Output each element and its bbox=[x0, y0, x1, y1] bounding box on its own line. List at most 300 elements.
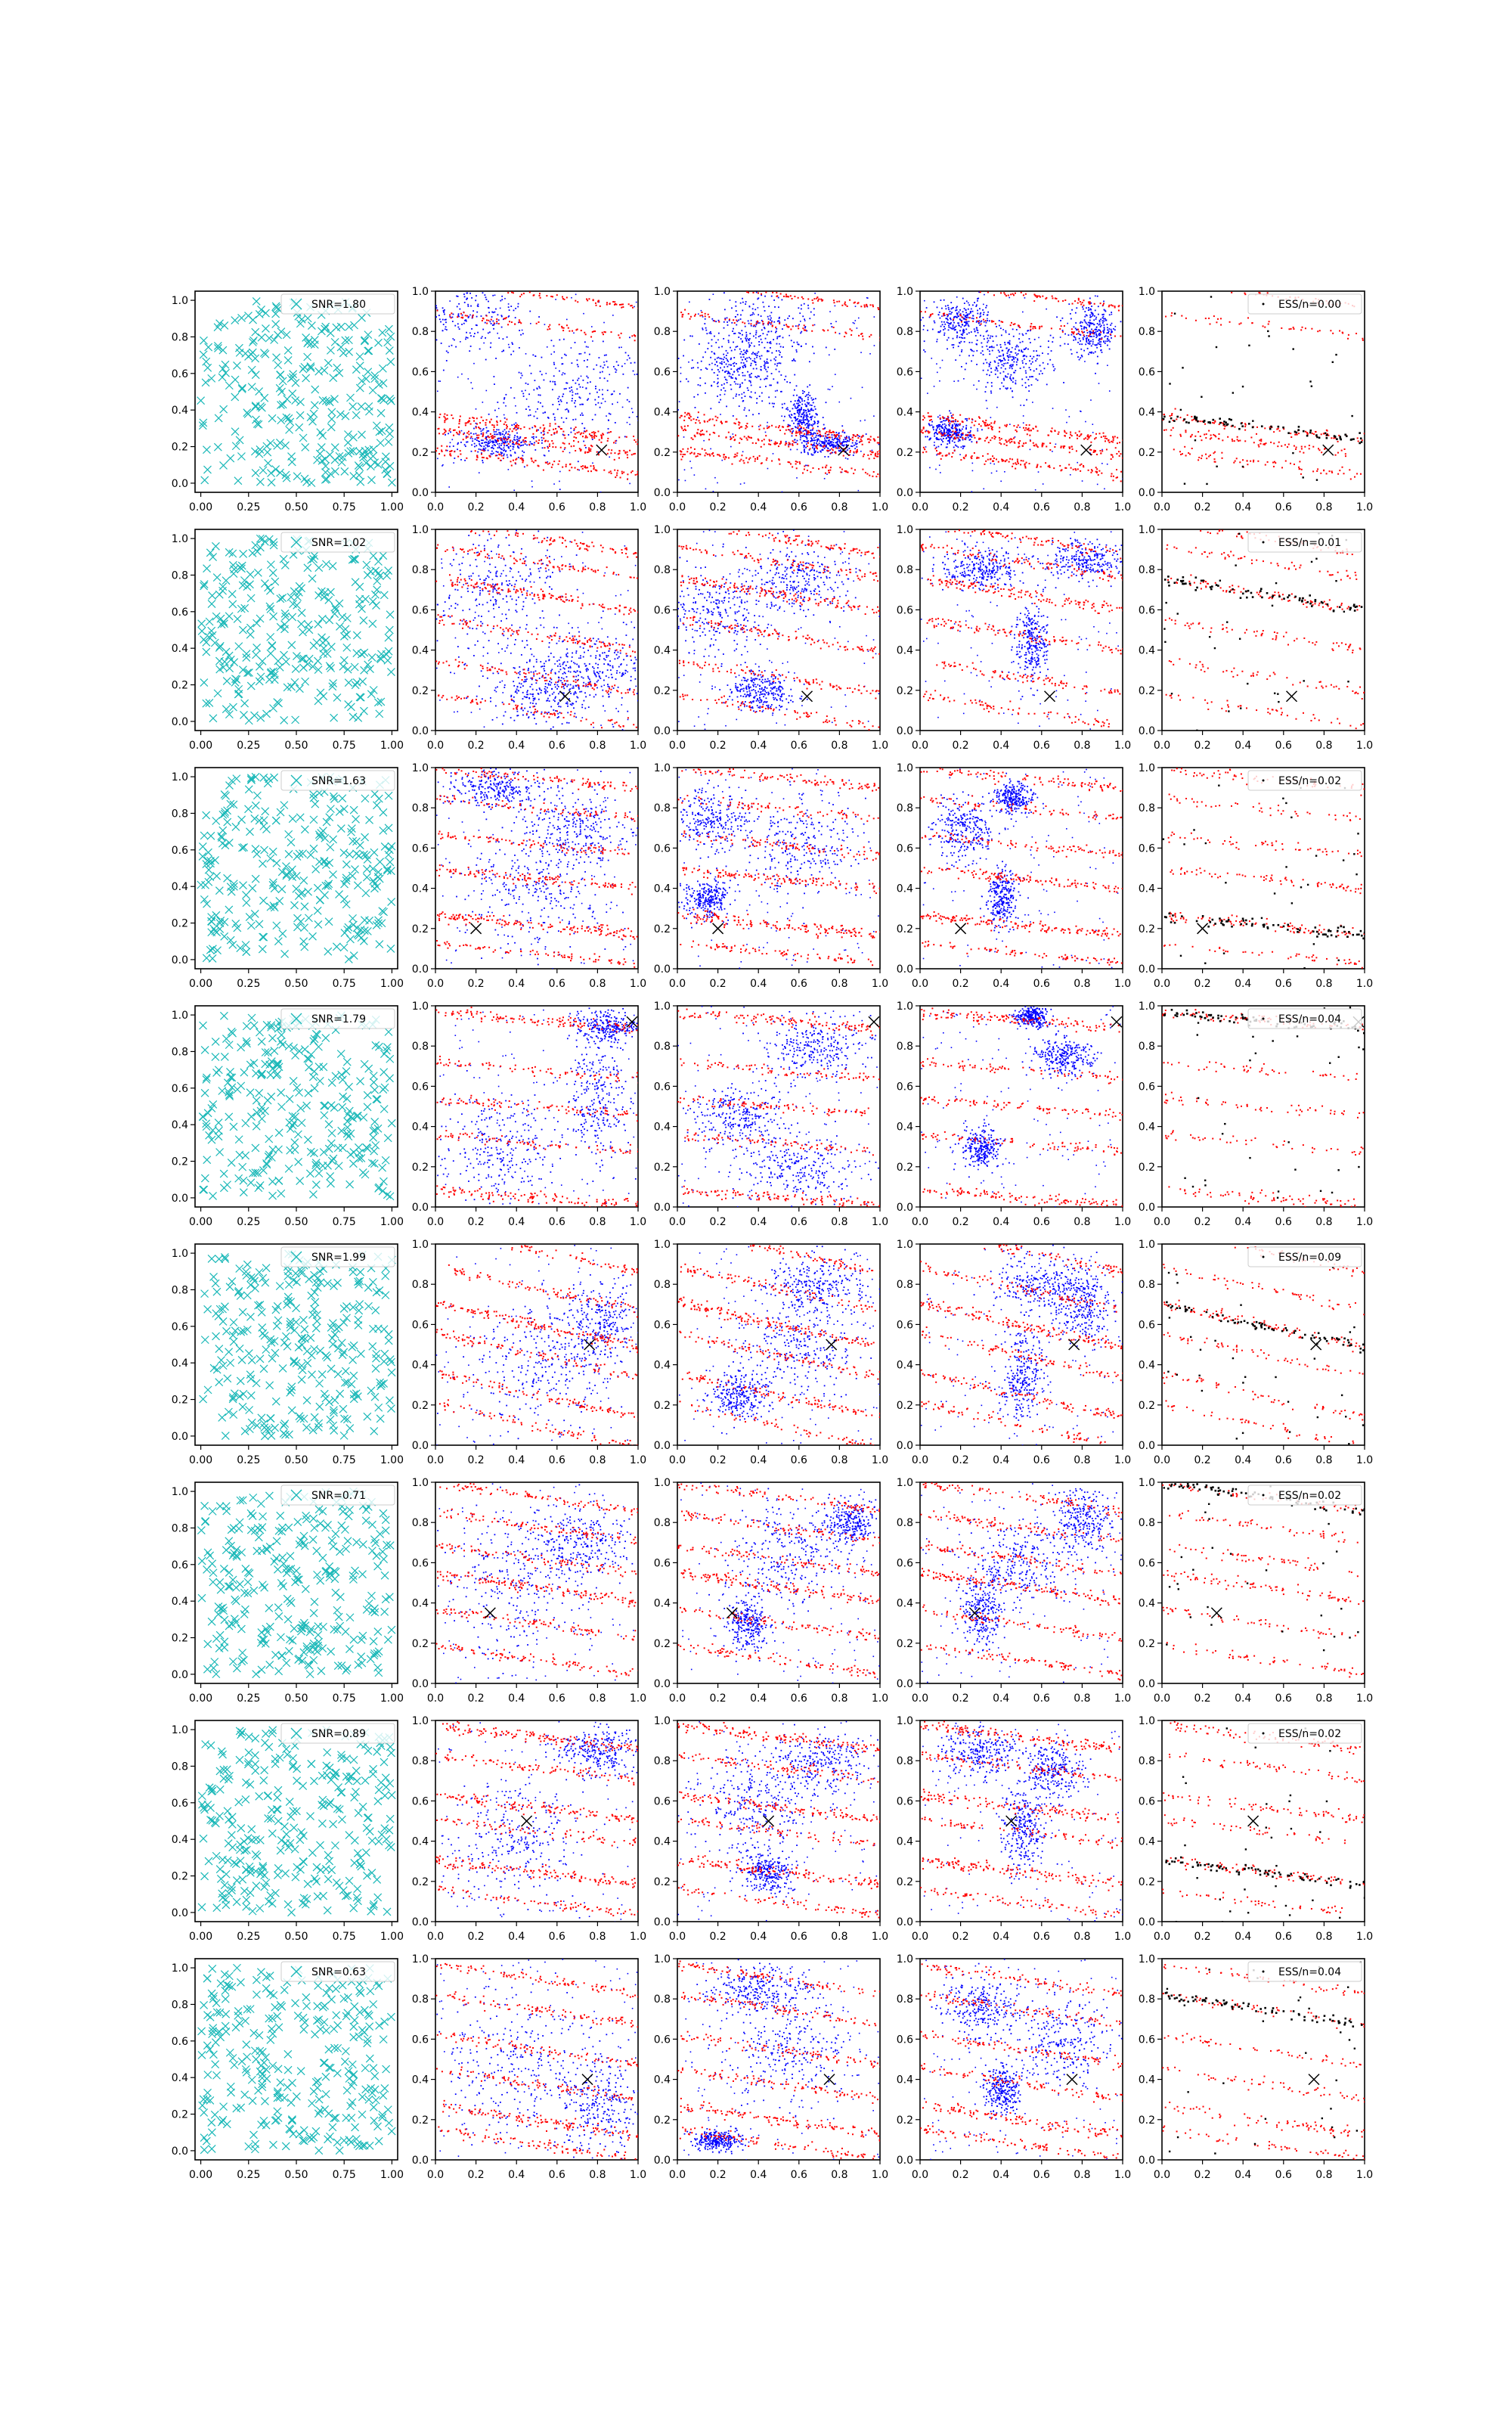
sample-point-a bbox=[718, 371, 720, 373]
sample-point-a bbox=[770, 312, 772, 313]
sample-point-b bbox=[453, 430, 454, 431]
sample-point-b bbox=[829, 430, 831, 431]
sample-point-a bbox=[809, 414, 810, 415]
sample-point-a bbox=[792, 408, 794, 409]
sample-point-a bbox=[804, 326, 806, 327]
sample-point-a bbox=[789, 414, 790, 416]
sample-point-a bbox=[491, 312, 493, 313]
sample-point-b bbox=[596, 436, 597, 437]
sample-point-b bbox=[829, 470, 831, 471]
sample-point-b bbox=[866, 473, 868, 475]
sample-point-a bbox=[816, 439, 818, 440]
sample-point-a bbox=[936, 447, 937, 448]
sample-point-b bbox=[924, 417, 925, 418]
sample-point-b bbox=[1022, 445, 1024, 446]
sample-point-a bbox=[705, 352, 706, 353]
sample-point-b bbox=[976, 442, 978, 443]
sample-point-a bbox=[721, 384, 723, 386]
sample-point-a bbox=[1111, 329, 1112, 330]
sample-point-a bbox=[631, 362, 632, 364]
sample-point-b bbox=[1083, 299, 1085, 301]
sample-point-a bbox=[745, 336, 747, 337]
sample-point-a bbox=[498, 319, 500, 321]
sample-point-a bbox=[750, 382, 751, 383]
sample-point-b bbox=[830, 452, 832, 454]
sample-point-b bbox=[869, 475, 870, 476]
sample-point-a bbox=[605, 401, 606, 402]
sample-point-b bbox=[522, 461, 523, 463]
sample-point-b bbox=[632, 470, 634, 472]
sample-point-a bbox=[807, 397, 809, 399]
sample-point-a bbox=[705, 383, 706, 384]
sample-point-a bbox=[488, 332, 489, 334]
sample-point-a bbox=[1101, 349, 1102, 351]
sample-point-a bbox=[962, 427, 964, 428]
sample-point-a bbox=[1024, 349, 1026, 350]
sample-point-a bbox=[860, 420, 861, 422]
sample-point-b bbox=[476, 435, 478, 436]
sample-point-a bbox=[798, 405, 800, 406]
sample-point-b bbox=[1058, 433, 1059, 435]
sample-point-b bbox=[482, 320, 483, 321]
sample-point-a bbox=[496, 451, 497, 452]
sample-point-a bbox=[743, 349, 745, 351]
sample-point-b bbox=[854, 302, 856, 303]
sample-point-b bbox=[1090, 435, 1092, 436]
sample-point-b bbox=[754, 324, 755, 326]
sample-point-a bbox=[613, 391, 615, 392]
sample-point-a bbox=[803, 421, 804, 423]
sample-point-a bbox=[569, 391, 571, 392]
sample-point-b bbox=[1004, 425, 1005, 427]
sample-point-a bbox=[853, 322, 854, 324]
sample-point-a bbox=[756, 357, 758, 358]
sample-point-b bbox=[551, 440, 553, 442]
sample-point-a bbox=[992, 350, 993, 352]
sample-point-a bbox=[717, 374, 718, 376]
sample-point-b bbox=[507, 324, 509, 325]
sample-point-a bbox=[943, 299, 945, 301]
sample-point-a bbox=[962, 333, 964, 334]
sample-point-a bbox=[770, 360, 772, 361]
sample-point-a bbox=[952, 328, 953, 330]
sample-point-b bbox=[1117, 442, 1118, 444]
sample-point-a bbox=[479, 472, 480, 473]
sample-point-b bbox=[608, 449, 609, 451]
sample-point-a bbox=[807, 420, 809, 421]
sample-point-b bbox=[618, 453, 619, 455]
sample-point-b bbox=[976, 317, 978, 318]
sample-point-a bbox=[968, 321, 970, 322]
sample-point-b bbox=[990, 422, 992, 424]
sample-point-b bbox=[1078, 330, 1080, 332]
sample-point-b bbox=[598, 300, 600, 302]
sample-point-b bbox=[1083, 439, 1085, 440]
sample-point-a bbox=[1002, 350, 1003, 352]
sample-point-a bbox=[513, 448, 514, 450]
sample-point-a bbox=[1046, 384, 1048, 386]
sample-point-b bbox=[1004, 293, 1005, 295]
sample-point-b bbox=[563, 299, 565, 300]
sample-point-a bbox=[464, 444, 466, 445]
sample-point-b bbox=[791, 428, 792, 430]
sample-point-a bbox=[491, 454, 493, 455]
sample-point-b bbox=[1001, 438, 1002, 439]
sample-point-a bbox=[826, 441, 827, 442]
sample-point-a bbox=[699, 385, 701, 386]
sample-point-a bbox=[970, 312, 971, 314]
sample-point-a bbox=[968, 313, 970, 315]
sample-point-a bbox=[531, 443, 532, 445]
sample-point-a bbox=[1008, 355, 1009, 357]
sample-point-a bbox=[980, 312, 981, 314]
sample-point-b bbox=[1074, 300, 1076, 302]
sample-point-a bbox=[475, 439, 476, 440]
sample-point-b bbox=[496, 420, 497, 422]
sample-point-a bbox=[544, 324, 546, 325]
sample-point-a bbox=[471, 297, 472, 299]
sample-point-a bbox=[727, 321, 728, 323]
sample-point-b bbox=[1112, 305, 1114, 306]
sample-point-b bbox=[688, 313, 689, 315]
sample-point-a bbox=[504, 429, 506, 430]
sample-point-a bbox=[835, 374, 836, 375]
sample-point-a bbox=[514, 437, 516, 439]
sample-point-b bbox=[768, 443, 770, 445]
sample-point-a bbox=[873, 415, 875, 417]
sample-point-b bbox=[723, 454, 724, 455]
sample-point-a bbox=[503, 447, 504, 448]
sample-point-a bbox=[926, 307, 928, 309]
sample-point-a bbox=[847, 449, 848, 451]
sample-point-b bbox=[829, 472, 830, 473]
sample-point-b bbox=[985, 420, 987, 421]
sample-point-b bbox=[730, 439, 731, 440]
sample-point-a bbox=[720, 367, 721, 368]
y-tick-label: 0.6 bbox=[897, 366, 913, 378]
sample-point-b bbox=[804, 324, 805, 326]
sample-point-b bbox=[707, 454, 708, 455]
sample-point-a bbox=[466, 337, 467, 338]
sample-point-a bbox=[591, 326, 593, 327]
sample-point-b bbox=[442, 433, 444, 435]
sample-point-b bbox=[1088, 302, 1089, 303]
sample-point-a bbox=[483, 445, 485, 447]
sample-point-a bbox=[1107, 324, 1108, 325]
sample-point-a bbox=[1086, 322, 1087, 324]
sample-point-a bbox=[594, 399, 596, 401]
sample-point-a bbox=[534, 380, 535, 381]
sample-point-b bbox=[621, 333, 622, 334]
sample-point-a bbox=[1000, 346, 1002, 348]
sample-point-b bbox=[486, 319, 488, 321]
sample-point-a bbox=[829, 354, 830, 355]
sample-point-a bbox=[965, 312, 967, 313]
sample-point-b bbox=[1080, 301, 1081, 302]
sample-point-a bbox=[1002, 360, 1003, 361]
sample-point-a bbox=[523, 396, 525, 397]
sample-point-a bbox=[940, 444, 942, 445]
sample-point-a bbox=[485, 337, 486, 339]
sample-point-b bbox=[953, 318, 954, 320]
sample-point-a bbox=[776, 328, 777, 330]
sample-point-a bbox=[954, 442, 956, 443]
sample-point-a bbox=[603, 341, 604, 343]
sample-point-a bbox=[754, 358, 755, 360]
sample-point-a bbox=[764, 379, 765, 380]
sample-point-a bbox=[1090, 399, 1092, 401]
sample-point-a bbox=[969, 342, 971, 343]
sample-point-a bbox=[791, 414, 792, 415]
sample-point-a bbox=[1098, 329, 1099, 330]
sample-point-a bbox=[522, 451, 523, 452]
sample-point-a bbox=[965, 369, 966, 371]
sample-point-b bbox=[573, 440, 575, 442]
sample-point-b bbox=[596, 470, 597, 471]
sample-point-a bbox=[629, 401, 631, 402]
sample-point-a bbox=[717, 369, 719, 371]
sample-point-a bbox=[507, 436, 509, 438]
sample-point-a bbox=[990, 392, 992, 394]
sample-point-a bbox=[541, 374, 543, 375]
sample-point-a bbox=[742, 310, 743, 312]
sample-point-b bbox=[792, 298, 793, 299]
sample-point-a bbox=[832, 434, 833, 436]
sample-point-a bbox=[866, 297, 868, 299]
sample-point-a bbox=[446, 360, 448, 361]
sample-point-a bbox=[847, 440, 848, 442]
sample-point-a bbox=[494, 410, 496, 411]
sample-point-a bbox=[983, 336, 984, 337]
sample-point-a bbox=[566, 402, 568, 404]
sample-point-a bbox=[839, 439, 841, 441]
sample-point-a bbox=[499, 443, 500, 445]
sample-point-b bbox=[511, 465, 513, 467]
sample-point-a bbox=[1104, 328, 1105, 330]
sample-point-a bbox=[539, 387, 541, 389]
sample-point-a bbox=[947, 321, 948, 323]
sample-point-a bbox=[964, 341, 965, 343]
sample-point-a bbox=[776, 369, 777, 371]
sample-point-b bbox=[709, 418, 711, 420]
sample-point-b bbox=[547, 329, 549, 330]
sample-point-a bbox=[541, 357, 543, 358]
sample-point-b bbox=[575, 433, 576, 435]
sample-point-a bbox=[946, 432, 947, 433]
sample-point-b bbox=[748, 458, 750, 460]
sample-point-b bbox=[1005, 426, 1007, 427]
sample-point-a bbox=[807, 439, 808, 440]
sample-point-a bbox=[799, 412, 801, 414]
sample-point-a bbox=[1056, 316, 1058, 318]
sample-point-a bbox=[956, 325, 957, 327]
sample-point-a bbox=[443, 310, 445, 312]
sample-point-a bbox=[728, 340, 730, 341]
sample-point-b bbox=[500, 420, 501, 422]
sample-point-a bbox=[1060, 337, 1061, 338]
sample-point-b bbox=[1023, 294, 1024, 296]
sample-point-b bbox=[794, 442, 795, 443]
sample-point-b bbox=[476, 417, 478, 419]
sample-point-a bbox=[472, 310, 474, 312]
sample-point-a bbox=[509, 436, 510, 438]
sample-point-a bbox=[1100, 341, 1101, 343]
sample-point-a bbox=[1084, 316, 1086, 318]
sample-point-a bbox=[735, 306, 736, 307]
sample-point-b bbox=[578, 431, 580, 433]
sample-point-a bbox=[739, 367, 741, 368]
sample-point-b bbox=[1114, 336, 1116, 337]
sample-point-b bbox=[451, 451, 452, 452]
sample-point-b bbox=[680, 459, 682, 461]
sample-point-a bbox=[624, 436, 626, 437]
sample-point-a bbox=[485, 445, 487, 446]
sample-point-a bbox=[584, 352, 586, 354]
sample-point-a bbox=[814, 422, 816, 424]
sample-point-a bbox=[807, 423, 808, 424]
sample-point-a bbox=[483, 448, 485, 449]
sample-point-b bbox=[682, 448, 683, 450]
sample-point-b bbox=[874, 439, 875, 440]
x-tick-label: 0.2 bbox=[467, 501, 484, 513]
sample-point-a bbox=[699, 343, 700, 345]
sample-point-a bbox=[494, 383, 495, 385]
sample-point-a bbox=[941, 308, 943, 309]
sample-point-b bbox=[955, 419, 956, 420]
sample-point-a bbox=[1013, 358, 1015, 360]
sample-point-a bbox=[733, 365, 735, 367]
sample-point-a bbox=[781, 299, 782, 301]
sample-point-a bbox=[972, 463, 974, 464]
sample-point-b bbox=[681, 428, 683, 430]
sample-point-b bbox=[488, 455, 490, 457]
sample-point-a bbox=[965, 427, 967, 429]
sample-point-b bbox=[733, 436, 734, 438]
sample-point-b bbox=[733, 319, 734, 321]
sample-point-a bbox=[923, 349, 925, 351]
sample-point-b bbox=[507, 433, 509, 435]
sample-point-a bbox=[760, 386, 761, 388]
x-tick-label: 0.4 bbox=[508, 501, 525, 513]
sample-point-a bbox=[495, 431, 497, 433]
sample-point-a bbox=[953, 317, 955, 318]
sample-point-a bbox=[731, 377, 733, 379]
sample-point-b bbox=[503, 458, 504, 459]
sample-point-a bbox=[559, 404, 560, 405]
sample-point-b bbox=[579, 448, 581, 449]
sample-point-a bbox=[505, 436, 507, 438]
sample-point-a bbox=[800, 333, 801, 334]
sample-point-a bbox=[1080, 321, 1082, 323]
sample-point-a bbox=[697, 394, 699, 396]
sample-point-b bbox=[551, 467, 553, 468]
sample-point-a bbox=[483, 428, 485, 430]
sample-point-b bbox=[1105, 438, 1106, 439]
sample-point-a bbox=[770, 343, 772, 344]
sample-point-a bbox=[824, 448, 826, 449]
sample-point-a bbox=[493, 324, 494, 326]
sample-point-a bbox=[943, 420, 944, 421]
sample-point-b bbox=[1030, 323, 1032, 324]
sample-point-b bbox=[532, 433, 534, 435]
y-tick-label: 1.0 bbox=[897, 286, 913, 298]
sample-point-a bbox=[1089, 341, 1090, 343]
sample-point-a bbox=[697, 367, 699, 368]
sample-point-b bbox=[438, 428, 439, 430]
sample-point-a bbox=[1099, 320, 1101, 321]
sample-point-a bbox=[488, 450, 489, 451]
sample-point-a bbox=[522, 393, 524, 395]
sample-point-b bbox=[531, 458, 532, 459]
sample-point-b bbox=[691, 452, 692, 454]
sample-point-a bbox=[476, 316, 478, 318]
sample-point-a bbox=[440, 321, 442, 323]
sample-point-a bbox=[981, 346, 983, 348]
sample-point-a bbox=[1003, 363, 1005, 365]
sample-point-a bbox=[817, 426, 819, 427]
sample-point-a bbox=[500, 445, 502, 446]
sample-point-a bbox=[956, 316, 957, 318]
sample-point-b bbox=[1074, 331, 1075, 333]
sample-point-b bbox=[1077, 329, 1079, 330]
sample-point-a bbox=[1008, 374, 1009, 375]
sample-point-a bbox=[496, 323, 497, 324]
sample-point-a bbox=[817, 439, 819, 440]
sample-point-a bbox=[1029, 367, 1030, 368]
sample-point-a bbox=[571, 362, 572, 364]
sample-point-a bbox=[929, 467, 931, 469]
sample-point-b bbox=[600, 306, 601, 307]
sample-point-a bbox=[577, 393, 578, 395]
sample-point-a bbox=[977, 300, 978, 302]
sample-point-b bbox=[869, 336, 870, 337]
sample-point-a bbox=[745, 352, 747, 354]
sample-point-b bbox=[540, 297, 541, 299]
sample-point-b bbox=[593, 467, 595, 468]
sample-point-b bbox=[949, 423, 950, 424]
sample-point-a bbox=[824, 456, 826, 458]
sample-point-a bbox=[581, 413, 583, 414]
sample-point-a bbox=[1040, 371, 1042, 372]
sample-point-b bbox=[1079, 430, 1080, 432]
sample-point-b bbox=[687, 448, 689, 450]
sample-point-a bbox=[754, 376, 756, 377]
sample-point-b bbox=[802, 472, 804, 473]
sample-point-b bbox=[746, 427, 748, 428]
sample-point-a bbox=[593, 368, 594, 370]
sample-point-a bbox=[943, 334, 945, 336]
sample-point-a bbox=[1026, 356, 1027, 358]
sample-point-a bbox=[467, 306, 469, 307]
sample-point-b bbox=[872, 451, 873, 453]
sample-point-a bbox=[971, 342, 973, 343]
sample-point-a bbox=[963, 378, 965, 380]
sample-point-a bbox=[934, 301, 935, 302]
sample-point-a bbox=[501, 327, 503, 328]
sample-point-a bbox=[1107, 365, 1108, 366]
sample-point-b bbox=[476, 456, 478, 458]
sample-point-a bbox=[764, 296, 766, 297]
y-tick-label: 0.6 bbox=[412, 366, 429, 378]
sample-point-a bbox=[683, 340, 685, 341]
sample-point-a bbox=[929, 317, 931, 318]
sample-point-b bbox=[634, 453, 636, 455]
sample-point-a bbox=[779, 336, 781, 337]
sample-point-b bbox=[498, 323, 500, 324]
sample-point-a bbox=[1103, 321, 1105, 322]
sample-point-a bbox=[734, 381, 736, 383]
sample-point-a bbox=[782, 407, 783, 408]
